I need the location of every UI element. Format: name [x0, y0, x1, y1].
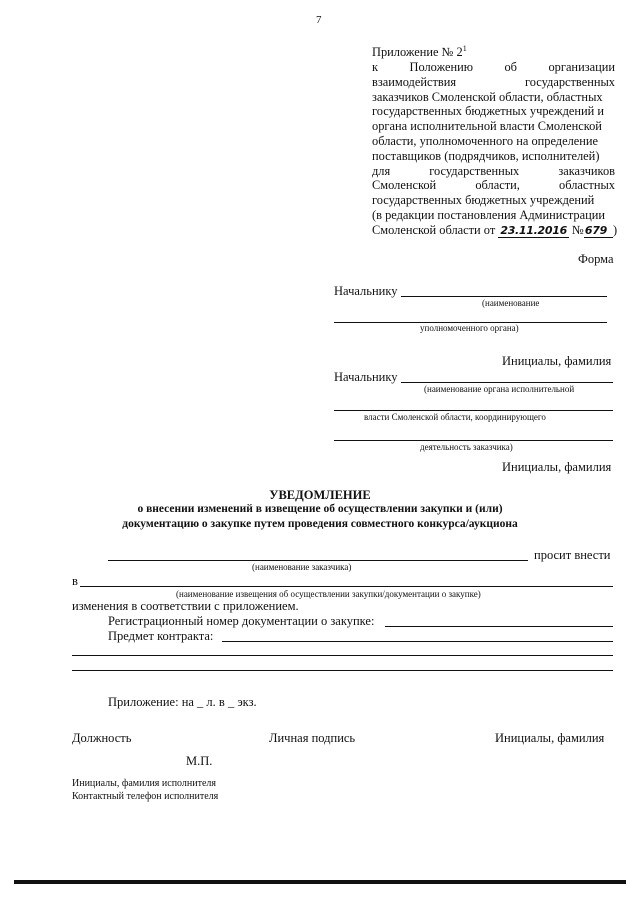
addressee2-line2	[334, 410, 613, 411]
personal-signature-label: Личная подпись	[269, 731, 356, 745]
annex-line: государственных бюджетных учреждений	[372, 193, 595, 208]
reg-number-line	[385, 626, 613, 627]
subject-line	[222, 641, 613, 642]
number-label: №	[572, 222, 584, 237]
notice-subtitle-line2: документацию о закупке путем проведения совместного конкурса/аукциона	[122, 518, 518, 530]
addressee2-label: Начальнику	[334, 370, 398, 384]
addressee2-line	[401, 382, 613, 383]
addressee2-caption1: (наименование органа исполнительной	[424, 384, 575, 394]
handwritten-date: 23.11.2016	[500, 223, 567, 237]
reg-number-label: Регистрационный номер документации о закупке:	[108, 614, 375, 628]
annex-title-sup: 1	[462, 44, 467, 53]
annex-line: государственных бюджетных учреждений и	[372, 104, 605, 119]
annex-line: поставщиков (подрядчиков, исполнителей)	[372, 148, 600, 163]
addressee2-caption2: власти Смоленской области, координирующего	[364, 412, 546, 422]
addressee1-initials: Инициалы, фамилия	[502, 354, 612, 368]
executor-phone: Контактный телефон исполнителя	[72, 791, 219, 802]
annex-line: органа исполнительной власти Смоленской	[372, 119, 602, 134]
handwritten-number: 679	[584, 224, 613, 238]
notice-title: УВЕДОМЛЕНИЕ	[269, 488, 371, 502]
customer-caption: (наименование заказчика)	[252, 562, 352, 572]
subject-line3	[72, 670, 613, 671]
addressee2-initials: Инициалы, фамилия	[502, 460, 612, 474]
page-number: 7	[316, 14, 322, 26]
in-prefix: в	[72, 574, 78, 588]
addressee1-caption2: уполномоченного органа)	[420, 323, 519, 333]
annex-title-text: Приложение № 2	[372, 45, 463, 60]
annex-title	[372, 42, 615, 60]
position-label: Должность	[72, 731, 132, 745]
annex-close-paren: )	[612, 222, 618, 237]
annex-last-prefix: Смоленской области от	[372, 222, 496, 237]
stamp-label: М.П.	[186, 754, 213, 768]
addressee1-caption: (наименование	[482, 298, 540, 308]
bottom-rule	[14, 880, 626, 884]
addressee2-line3	[334, 440, 613, 441]
executor-name: Инициалы, фамилия исполнителя	[72, 778, 217, 789]
annex-line: для государственных заказчиков	[372, 163, 615, 178]
subject-label: Предмет контракта:	[108, 629, 214, 643]
asks-text: просит внести	[534, 548, 611, 562]
attachment-text: Приложение: на _ л. в _ экз.	[108, 695, 257, 709]
signature-initials-label: Инициалы, фамилия	[495, 731, 605, 745]
annex-last-line	[372, 222, 618, 239]
form-label: Форма	[578, 252, 614, 266]
annex-line: области, уполномоченного на определение	[372, 133, 599, 148]
notice-caption: (наименование извещения об осуществлении закупки/документации о закупке)	[176, 589, 481, 599]
annex-line: (в редакции постановления Администрации	[372, 207, 606, 222]
annex-line: заказчиков Смоленской области, областных	[372, 89, 603, 104]
subject-line2	[72, 655, 613, 656]
annex-line: взаимодействия государственных	[372, 74, 615, 89]
notice-subtitle-line1: о внесении изменений в извещение об осуществлении закупки и (или)	[137, 503, 503, 515]
addressee1-line	[401, 296, 607, 297]
changes-text: изменения в соответствии с приложением.	[72, 599, 299, 613]
annex-line: Смоленской области, областных	[372, 178, 615, 193]
notice-line	[80, 586, 613, 587]
customer-line	[108, 560, 528, 561]
addressee1-label: Начальнику	[334, 284, 398, 298]
annex-line: к Положению об организации	[372, 59, 615, 74]
annex-block	[372, 42, 618, 238]
addressee2-caption3: деятельность заказчика)	[420, 442, 513, 452]
